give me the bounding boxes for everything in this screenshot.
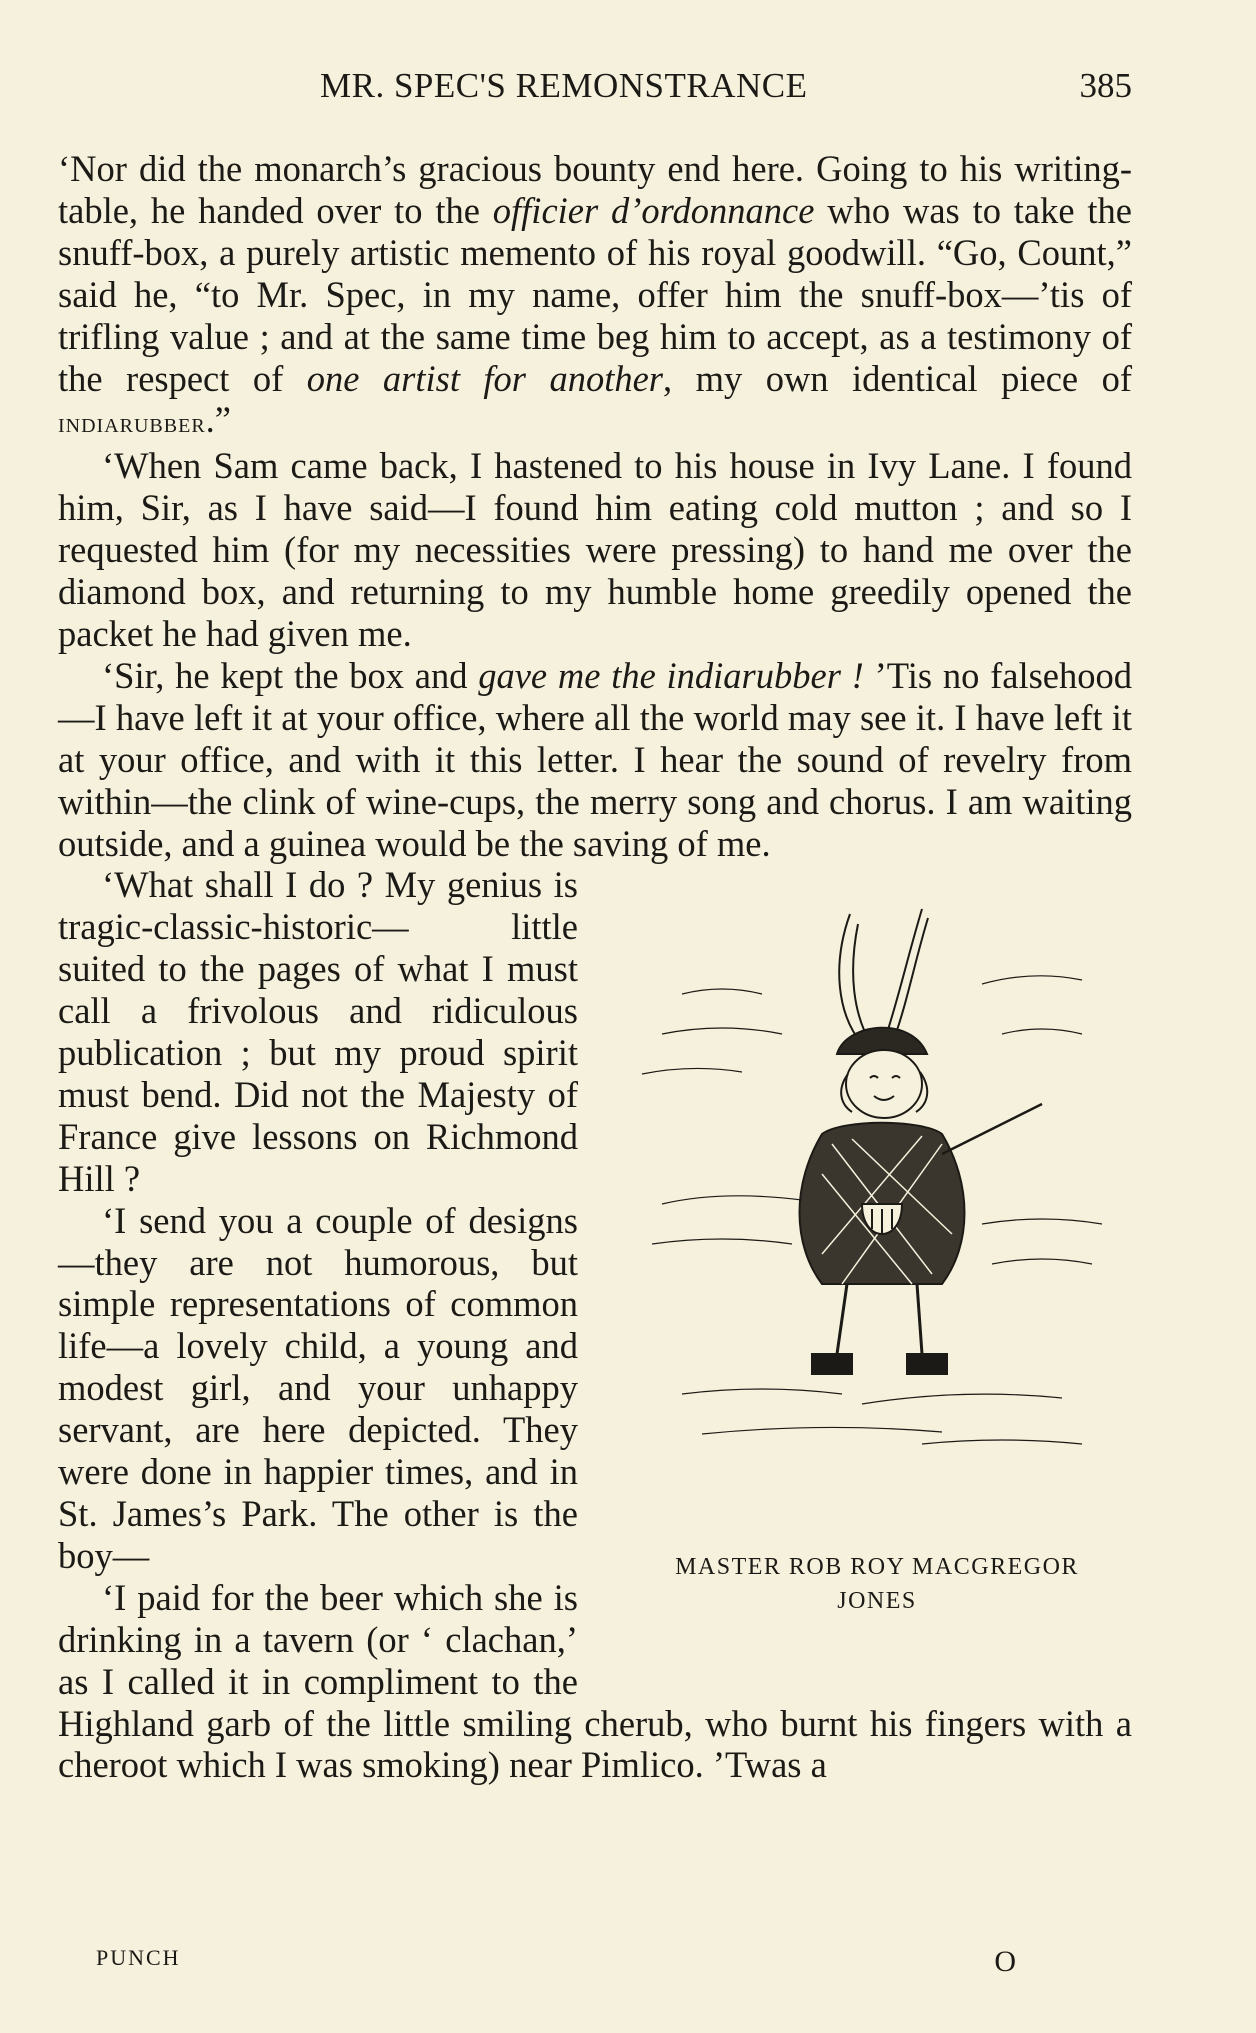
illustration-figure	[622, 864, 1132, 1662]
signature-mark: PUNCH	[96, 1945, 181, 1970]
paragraph-6: ‘I paid for the beer which she is drinking in a tavern (or ‘ clachan,’ as I called it in compliment to the Highland garb of the little smiling cherub, who burnt his fingers with a cheroot which I was smoking) near Pimlico. ’Twas a	[58, 1576, 1132, 1786]
figure-caption	[622, 1550, 1132, 1618]
illustration-boy-in-highland-garb	[622, 904, 1132, 1504]
paragraph-4: ‘What shall I do ? My genius is tragic-classic-historic— little suited to the pages of what I must call a frivolous and ridiculous publication ; but my proud spirit must bend. Did not the Majesty of France give lessons on Richmond Hill ?	[58, 864, 578, 1199]
running-head	[58, 66, 1132, 114]
signature-letter: O	[994, 1945, 1016, 1978]
paragraph-5: ‘I send you a couple of designs—they are not humorous, but simple representations of common life—a lovely child, a young and modest girl, and your unhappy servant, are here depicted. They were done in happier times, and in St. James’s Park. The other is the boy—	[58, 1199, 578, 1576]
caption-line-1: MASTER ROB ROY MACGREGOR	[675, 1554, 1079, 1581]
italic-phrase: officier d’ordonnance	[492, 189, 815, 231]
paragraph-2: ‘When Sam came back, I hastened to his house in Ivy Lane. I found him, Sir, as I have said—I found him eating cold mutton ; and so I requested him (for my necessities were pressing) to hand me over the diamond box, and returning to my humble home greedily opened the packet he had given me.	[58, 445, 1132, 654]
paragraph-3: ‘Sir, he kept the box and gave me the indiarubber ! ’Tis no falsehood—I have left it at your office, where all the world may see it. I have left it at your office, and with it this letter. I hear the sound of revelry from within—the clink of wine-cups, the merry song and chorus. I am waiting outside, and a guinea would be the saving of me.	[58, 654, 1132, 864]
page-number: 385	[1079, 66, 1132, 105]
italic-phrase: gave me the indiarubber !	[478, 654, 864, 696]
body-text	[58, 148, 1132, 1786]
italic-phrase: one artist for another	[306, 357, 664, 399]
running-title: MR. SPEC'S REMONSTRANCE	[320, 66, 808, 105]
caption-line-2: JONES	[837, 1588, 917, 1615]
paragraph-1: ‘Nor did the monarch’s gracious bounty end here. Going to his writing-table, he handed over to the officier d’ordonnance who was to take the snuff-box, a purely artistic memento of his royal goodwill. “Go, Count,” said he, “to Mr. Spec, in my name, offer him the snuff-box—’tis of trifling value ; and at the same time beg him to accept, as a testimony of the respect of one artist for another, my own identical piece of indiarubber.”	[58, 148, 1133, 441]
small-caps-word: indiarubber	[58, 407, 206, 440]
